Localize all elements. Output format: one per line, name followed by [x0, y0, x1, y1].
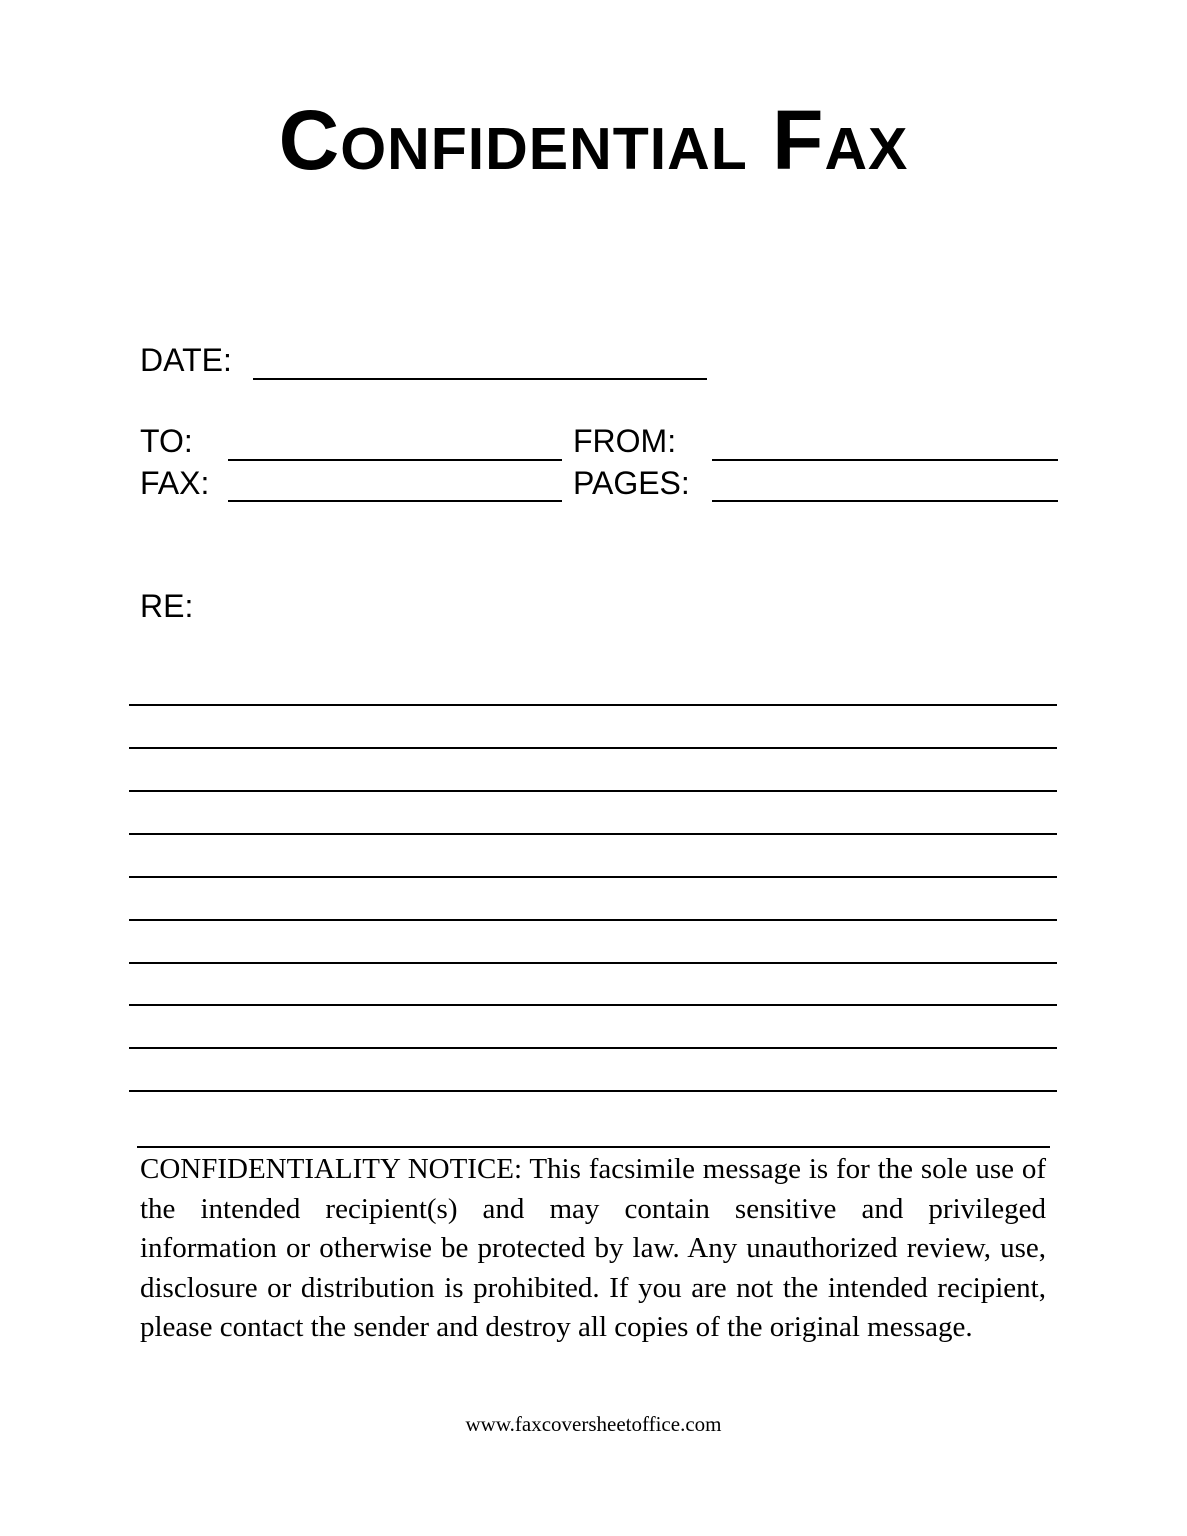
page-title: Confidential Fax: [278, 93, 909, 187]
pages-label: PAGES:: [573, 465, 690, 501]
message-line[interactable]: [129, 919, 1057, 921]
message-line[interactable]: [129, 833, 1057, 835]
message-line[interactable]: [129, 1090, 1057, 1092]
to-label: TO:: [140, 423, 193, 459]
confidentiality-notice: CONFIDENTIALITY NOTICE: This facsimile message is for the sole use of the intended recipient(s) and may contain sensitive and privileged information or otherwise be protected by law. Any unauthorized review, use, disclosure or distribution is prohibited. If you are not the intended recipient, please contact the sender and destroy all copies of the original message.: [140, 1153, 1046, 1343]
message-line[interactable]: [129, 704, 1057, 706]
footer-website: www.faxcoversheetoffice.com: [465, 1412, 722, 1436]
pages-field-line[interactable]: [712, 500, 1058, 502]
from-field-line[interactable]: [712, 459, 1058, 461]
message-line[interactable]: [129, 1004, 1057, 1006]
to-field-line[interactable]: [228, 459, 562, 461]
message-line[interactable]: [129, 876, 1057, 878]
from-label: FROM:: [573, 423, 677, 459]
re-label: RE:: [140, 588, 194, 624]
message-line[interactable]: [129, 747, 1057, 749]
message-line[interactable]: [129, 1047, 1057, 1049]
message-line[interactable]: [129, 962, 1057, 964]
fax-label: FAX:: [140, 465, 210, 501]
notice-divider: [137, 1146, 1050, 1148]
fax-field-line[interactable]: [228, 500, 562, 502]
date-label: DATE:: [140, 342, 232, 378]
date-field-line[interactable]: [253, 378, 707, 380]
message-line[interactable]: [129, 790, 1057, 792]
